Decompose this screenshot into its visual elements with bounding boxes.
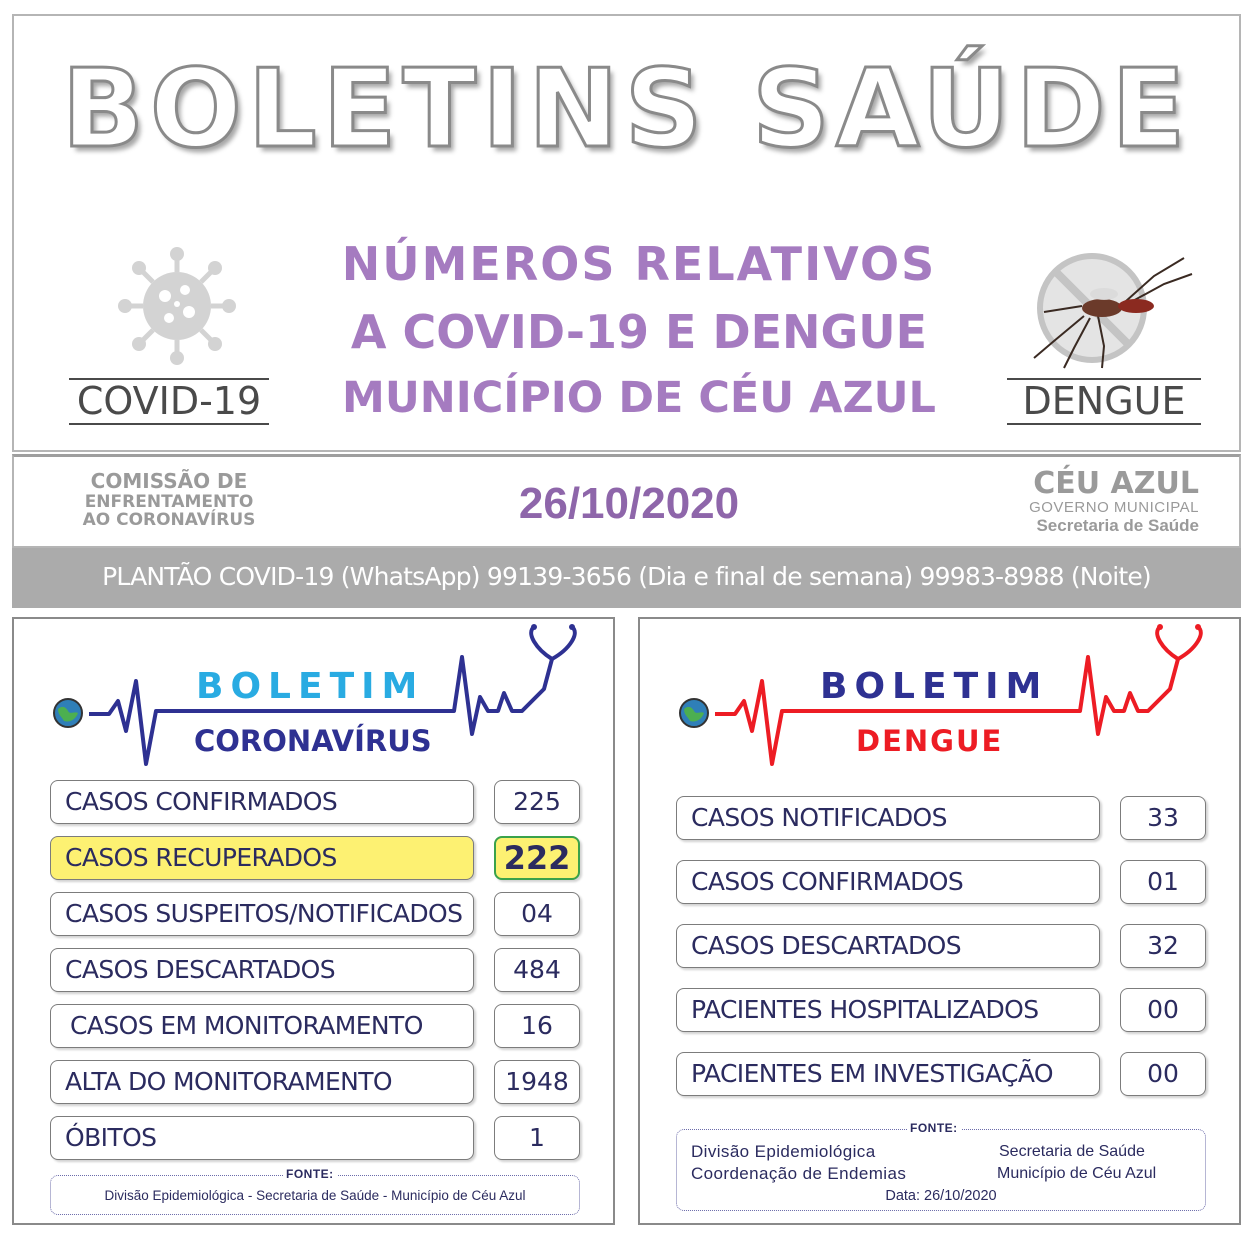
- covid-board: [12, 617, 615, 1225]
- covid-source-box: [50, 1167, 580, 1215]
- dengue-source-box: [676, 1121, 1206, 1211]
- dengue-label-confirmados: CASOS CONFIRMADOS: [676, 860, 1100, 904]
- subtitle-line-3: MUNICÍPIO DE CÉU AZUL: [342, 373, 936, 423]
- covid-value-monitoramento: 16: [494, 1004, 580, 1048]
- dengue-board-subtitle: DENGUE: [856, 724, 1004, 758]
- covid-board-title: BOLETIM: [196, 666, 425, 707]
- covid-logo-label: COVID-19: [69, 378, 269, 425]
- header-banner: [12, 14, 1241, 452]
- dengue-source-left-1: Divisão Epidemiológica: [691, 1142, 876, 1161]
- dengue-logo: [1004, 246, 1204, 431]
- main-title: BOLETINS SAÚDE: [61, 47, 1192, 172]
- subtitle-line-2: A COVID-19 E DENGUE: [350, 305, 928, 359]
- report-date: 26/10/2020: [518, 479, 740, 528]
- plantao-bar: PLANTÃO COVID-19 (WhatsApp) 99139-3656 (Dia e final de semana) 99983-8988 (Noite): [12, 548, 1241, 608]
- dengue-source-title: FONTE:: [907, 1121, 961, 1135]
- covid-value-obitos: 1: [494, 1116, 580, 1160]
- dengue-source-right-2: Município de Céu Azul: [997, 1165, 1157, 1182]
- globe-icon: [678, 697, 710, 729]
- dengue-value-descartados: 32: [1120, 924, 1206, 968]
- dengue-source-left-2: Coordenação de Endemias: [691, 1164, 907, 1183]
- dengue-logo-label: DENGUE: [1007, 378, 1201, 425]
- dengue-value-confirmados: 01: [1120, 860, 1206, 904]
- dengue-board-title: BOLETIM: [820, 666, 1049, 707]
- dengue-label-hospitalizados: PACIENTES HOSPITALIZADOS: [676, 988, 1100, 1032]
- city-secretariat: Secretaria de Saúde: [1036, 516, 1199, 535]
- covid-label-obitos: ÓBITOS: [50, 1116, 474, 1160]
- covid-value-suspeitos: 04: [494, 892, 580, 936]
- info-row: [12, 454, 1241, 548]
- commission-logo: [69, 471, 269, 529]
- covid-value-descartados: 484: [494, 948, 580, 992]
- dengue-label-descartados: CASOS DESCARTADOS: [676, 924, 1100, 968]
- dengue-label-notificados: CASOS NOTIFICADOS: [676, 796, 1100, 840]
- dengue-value-hospitalizados: 00: [1120, 988, 1206, 1032]
- covid-board-subtitle: CORONAVÍRUS: [194, 724, 432, 758]
- covid-source-title: FONTE:: [283, 1167, 337, 1181]
- city-government: GOVERNO MUNICIPAL: [1029, 499, 1199, 516]
- city-logo: [999, 466, 1199, 536]
- dengue-source-date: Data: 26/10/2020: [885, 1188, 997, 1204]
- covid-source-text: Divisão Epidemiológica - Secretaria de Saúde - Município de Céu Azul: [104, 1188, 526, 1203]
- commission-line-1: COMISSÃO DE: [90, 469, 248, 493]
- globe-icon: [52, 697, 84, 729]
- commission-line-3: AO CORONAVÍRUS: [82, 509, 256, 530]
- covid-logo: [69, 246, 289, 431]
- dengue-source-right-1: Secretaria de Saúde: [999, 1143, 1145, 1160]
- dengue-label-investigacao: PACIENTES EM INVESTIGAÇÃO: [676, 1052, 1100, 1096]
- covid-value-alta: 1948: [494, 1060, 580, 1104]
- covid-value-recuperados: 222: [494, 836, 580, 880]
- subtitle-line-1: NÚMEROS RELATIVOS: [341, 237, 937, 291]
- covid-label-descartados: CASOS DESCARTADOS: [50, 948, 474, 992]
- covid-label-monitoramento: CASOS EM MONITORAMENTO: [50, 1004, 474, 1048]
- covid-label-suspeitos: CASOS SUSPEITOS/NOTIFICADOS: [50, 892, 474, 936]
- covid-label-alta: ALTA DO MONITORAMENTO: [50, 1060, 474, 1104]
- virus-icon: [117, 246, 237, 366]
- commission-line-2: ENFRENTAMENTO: [84, 491, 254, 512]
- dengue-value-notificados: 33: [1120, 796, 1206, 840]
- mosquito-icon: [1024, 246, 1194, 371]
- dengue-value-investigacao: 00: [1120, 1052, 1206, 1096]
- covid-value-confirmados: 225: [494, 780, 580, 824]
- covid-label-confirmados: CASOS CONFIRMADOS: [50, 780, 474, 824]
- covid-label-recuperados: CASOS RECUPERADOS: [50, 836, 474, 880]
- city-name: CÉU AZUL: [1033, 466, 1199, 501]
- dengue-board: [638, 617, 1241, 1225]
